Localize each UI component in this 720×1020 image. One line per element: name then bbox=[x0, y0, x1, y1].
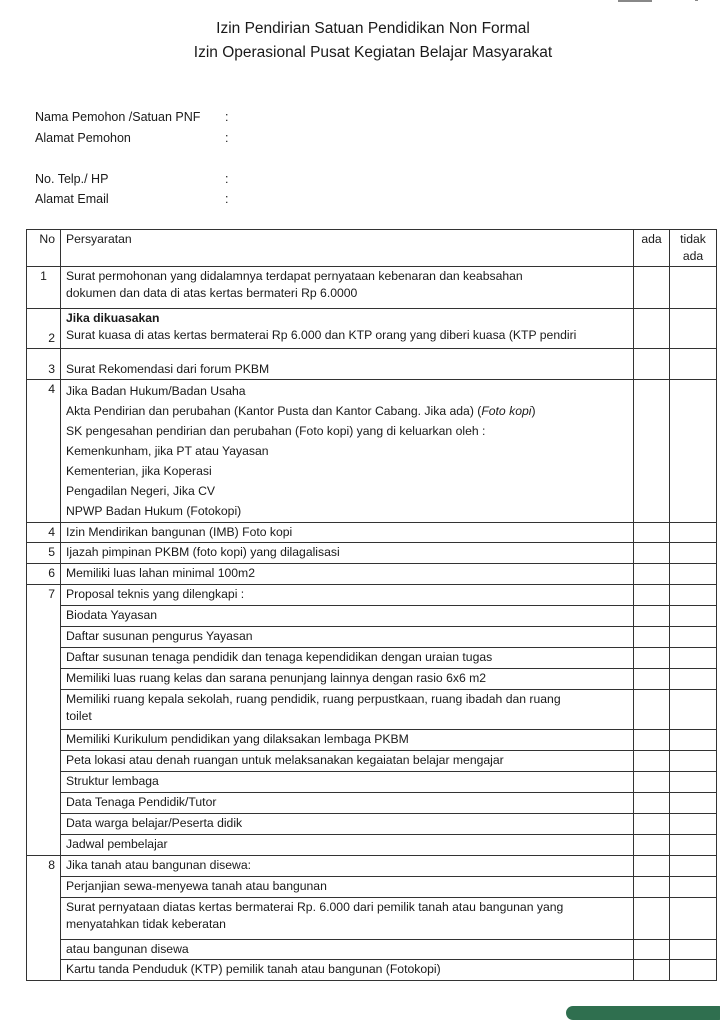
top-edge-dot bbox=[695, 0, 698, 1]
table-row bbox=[27, 585, 717, 606]
ada-checkbox-cell[interactable] bbox=[634, 543, 670, 564]
row-number-empty bbox=[27, 772, 61, 793]
row-number: 7 bbox=[27, 585, 61, 606]
row-number-empty bbox=[27, 814, 61, 835]
row-number-empty bbox=[27, 940, 61, 960]
header-ada: ada bbox=[634, 230, 670, 267]
requirement-text: Memiliki luas ruang kelas dan sarana penunjang lainnya dengan rasio 6x6 m2 bbox=[61, 669, 634, 690]
row-number-empty bbox=[27, 793, 61, 814]
table-row bbox=[27, 690, 717, 730]
requirement-text: Struktur lembaga bbox=[61, 772, 634, 793]
tidak-ada-checkbox-cell[interactable] bbox=[670, 585, 717, 606]
row-number-empty bbox=[27, 648, 61, 669]
table-row bbox=[27, 606, 717, 627]
tidak-ada-checkbox-cell[interactable] bbox=[670, 669, 717, 690]
row-number-empty bbox=[27, 606, 61, 627]
row-number-empty bbox=[27, 669, 61, 690]
email-label: Alamat Email bbox=[35, 192, 109, 206]
tidak-ada-checkbox-cell[interactable] bbox=[670, 751, 717, 772]
requirement-text: Surat permohonan yang didalamnya terdapat pernyataan kebenaran dan keabsahan dokumen dan data di atas kertas bermateri Rp 6.0000 bbox=[61, 267, 634, 309]
tidak-ada-checkbox-cell[interactable] bbox=[670, 877, 717, 898]
ada-checkbox-cell[interactable] bbox=[634, 960, 670, 981]
tidak-ada-checkbox-cell[interactable] bbox=[670, 793, 717, 814]
email-colon: : bbox=[225, 192, 229, 206]
tidak-ada-checkbox-cell[interactable] bbox=[670, 898, 717, 940]
table-row bbox=[27, 877, 717, 898]
requirement-text: Peta lokasi atau denah ruangan untuk melaksanakan kegaiatan belajar mengajar bbox=[61, 751, 634, 772]
requirement-text: Izin Mendirikan bangunan (IMB) Foto kopi bbox=[61, 523, 634, 543]
ada-checkbox-cell[interactable] bbox=[634, 606, 670, 627]
table-row bbox=[27, 543, 717, 564]
ada-checkbox-cell[interactable] bbox=[634, 751, 670, 772]
row-number: 5 bbox=[27, 543, 61, 564]
header-tidak-ada-label: ada bbox=[682, 249, 704, 263]
bottom-action-pill[interactable] bbox=[566, 1006, 720, 1020]
row-number-empty bbox=[27, 751, 61, 772]
ada-checkbox-cell[interactable] bbox=[634, 730, 670, 751]
header-persyaratan: Persyaratan bbox=[61, 230, 634, 267]
table-row bbox=[27, 669, 717, 690]
row-number: 3 bbox=[27, 349, 61, 380]
ada-checkbox-cell[interactable] bbox=[634, 835, 670, 856]
requirement-text: atau bangunan disewa bbox=[61, 940, 634, 960]
ada-checkbox-cell[interactable] bbox=[634, 564, 670, 585]
telp-colon: : bbox=[225, 172, 229, 186]
row-number: 6 bbox=[27, 564, 61, 585]
table-row bbox=[27, 349, 717, 380]
document-subtitle: Izin Operasional Pusat Kegiatan Belajar Masyarakat bbox=[193, 44, 553, 61]
tidak-ada-checkbox-cell[interactable] bbox=[670, 648, 717, 669]
table-row bbox=[27, 793, 717, 814]
tidak-ada-checkbox-cell[interactable] bbox=[670, 627, 717, 648]
tidak-ada-checkbox-cell[interactable] bbox=[670, 690, 717, 730]
row-number-empty bbox=[27, 835, 61, 856]
row-number-empty bbox=[27, 627, 61, 648]
ada-checkbox-cell[interactable] bbox=[634, 585, 670, 606]
tidak-ada-checkbox-cell[interactable] bbox=[670, 543, 717, 564]
ada-checkbox-cell[interactable] bbox=[634, 380, 670, 523]
tidak-ada-checkbox-cell[interactable] bbox=[670, 564, 717, 585]
ada-checkbox-cell[interactable] bbox=[634, 648, 670, 669]
tidak-ada-checkbox-cell[interactable] bbox=[670, 730, 717, 751]
table-row bbox=[27, 564, 717, 585]
tidak-ada-checkbox-cell[interactable] bbox=[670, 814, 717, 835]
requirement-text: Memiliki luas lahan minimal 100m2 bbox=[61, 564, 634, 585]
requirement-text: Perjanjian sewa-menyewa tanah atau bangunan bbox=[61, 877, 634, 898]
table-row bbox=[27, 898, 717, 940]
tidak-ada-checkbox-cell[interactable] bbox=[670, 835, 717, 856]
table-row bbox=[27, 940, 717, 960]
row-number-empty bbox=[27, 690, 61, 730]
table-row bbox=[27, 627, 717, 648]
ada-checkbox-cell[interactable] bbox=[634, 523, 670, 543]
ada-checkbox-cell[interactable] bbox=[634, 856, 670, 877]
nama-pemohon-colon: : bbox=[225, 110, 229, 124]
alamat-pemohon-colon: : bbox=[225, 131, 229, 145]
nama-pemohon-label: Nama Pemohon /Satuan PNF bbox=[35, 110, 201, 124]
telp-label: No. Telp./ HP bbox=[35, 172, 109, 186]
tidak-ada-checkbox-cell[interactable] bbox=[670, 267, 717, 309]
requirement-text: Daftar susunan pengurus Yayasan bbox=[61, 627, 634, 648]
header-no: No bbox=[27, 230, 61, 267]
ada-checkbox-cell[interactable] bbox=[634, 309, 670, 349]
requirement-text: Proposal teknis yang dilengkapi : bbox=[61, 585, 634, 606]
tidak-ada-checkbox-cell[interactable] bbox=[670, 349, 717, 380]
table-row bbox=[27, 814, 717, 835]
table-row bbox=[27, 380, 717, 523]
ada-checkbox-cell[interactable] bbox=[634, 814, 670, 835]
ada-checkbox-cell[interactable] bbox=[634, 940, 670, 960]
row-number: 2 bbox=[27, 309, 61, 349]
document-title: Izin Pendirian Satuan Pendidikan Non Formal bbox=[216, 20, 530, 37]
requirement-text: Daftar susunan tenaga pendidik dan tenaga kependidikan dengan uraian tugas bbox=[61, 648, 634, 669]
ada-checkbox-cell[interactable] bbox=[634, 627, 670, 648]
table-row bbox=[27, 856, 717, 877]
requirement-text: Surat Rekomendasi dari forum PKBM bbox=[61, 349, 634, 380]
ada-checkbox-cell[interactable] bbox=[634, 669, 670, 690]
header-tidak-ada bbox=[670, 230, 717, 267]
row-number-empty bbox=[27, 898, 61, 940]
requirement-text: Jika tanah atau bangunan disewa: bbox=[61, 856, 634, 877]
requirement-text: Kartu tanda Penduduk (KTP) pemilik tanah atau bangunan (Fotokopi) bbox=[61, 960, 634, 981]
requirement-text: Memiliki ruang kepala sekolah, ruang pendidik, ruang perpustkaan, ruang ibadah dan ruang toilet bbox=[61, 690, 634, 730]
row-number: 8 bbox=[27, 856, 61, 877]
table-row bbox=[27, 960, 717, 981]
ada-checkbox-cell[interactable] bbox=[634, 349, 670, 380]
row-number: 1 bbox=[27, 267, 61, 309]
table-row bbox=[27, 523, 717, 543]
ada-checkbox-cell[interactable] bbox=[634, 793, 670, 814]
row-number: 4 bbox=[27, 380, 61, 523]
requirements-table bbox=[26, 229, 717, 981]
tidak-ada-checkbox-cell[interactable] bbox=[670, 960, 717, 981]
row-number-empty bbox=[27, 877, 61, 898]
table-row bbox=[27, 730, 717, 751]
row-number-empty bbox=[27, 730, 61, 751]
tidak-ada-checkbox-cell[interactable] bbox=[670, 380, 717, 523]
table-row bbox=[27, 267, 717, 309]
requirement-text: Jika Badan Hukum/Badan Usaha Akta Pendirian dan perubahan (Kantor Pusta dan Kantor Cabang. Jika ada) (Foto kopi) SK pengesahan pendirian dan perubahan (Foto kopi) yang di keluarkan oleh : Kemenkunham, jika PT atau Yayasan Kementerian, jika Koperasi Pengadilan Negeri, Jika CV NPWP Badan Hukum (Fotokopi) bbox=[61, 380, 634, 523]
tidak-ada-checkbox-cell[interactable] bbox=[670, 523, 717, 543]
header-tidak: tidak bbox=[680, 232, 706, 246]
requirement-text: Ijazah pimpinan PKBM (foto kopi) yang dilagalisasi bbox=[61, 543, 634, 564]
table-row bbox=[27, 648, 717, 669]
row-number: 4 bbox=[27, 523, 61, 543]
requirement-text: Biodata Yayasan bbox=[61, 606, 634, 627]
ada-checkbox-cell[interactable] bbox=[634, 267, 670, 309]
tidak-ada-checkbox-cell[interactable] bbox=[670, 940, 717, 960]
requirement-text: Jika dikuasakan Surat kuasa di atas kertas bermaterai Rp 6.000 dan KTP orang yang diberi kuasa (KTP pendiri bbox=[61, 309, 634, 349]
table-row bbox=[27, 835, 717, 856]
tidak-ada-checkbox-cell[interactable] bbox=[670, 309, 717, 349]
tidak-ada-checkbox-cell[interactable] bbox=[670, 772, 717, 793]
requirement-text: Data Tenaga Pendidik/Tutor bbox=[61, 793, 634, 814]
table-row bbox=[27, 751, 717, 772]
requirement-text: Surat pernyataan diatas kertas bermaterai Rp. 6.000 dari pemilik tanah atau bangunan yang menyatahkan tidak keberatan bbox=[61, 898, 634, 940]
top-edge-mark bbox=[618, 0, 652, 2]
row-number-empty bbox=[27, 960, 61, 981]
table-row bbox=[27, 309, 717, 349]
ada-checkbox-cell[interactable] bbox=[634, 898, 670, 940]
tidak-ada-checkbox-cell[interactable] bbox=[670, 856, 717, 877]
table-row bbox=[27, 772, 717, 793]
ada-checkbox-cell[interactable] bbox=[634, 877, 670, 898]
tidak-ada-checkbox-cell[interactable] bbox=[670, 606, 717, 627]
ada-checkbox-cell[interactable] bbox=[634, 772, 670, 793]
table-header-row bbox=[27, 230, 717, 267]
requirement-text: Memiliki Kurikulum pendidikan yang dilaksakan lembaga PKBM bbox=[61, 730, 634, 751]
requirement-text: Jadwal pembelajar bbox=[61, 835, 634, 856]
alamat-pemohon-label: Alamat Pemohon bbox=[35, 131, 131, 145]
ada-checkbox-cell[interactable] bbox=[634, 690, 670, 730]
requirement-text: Data warga belajar/Peserta didik bbox=[61, 814, 634, 835]
